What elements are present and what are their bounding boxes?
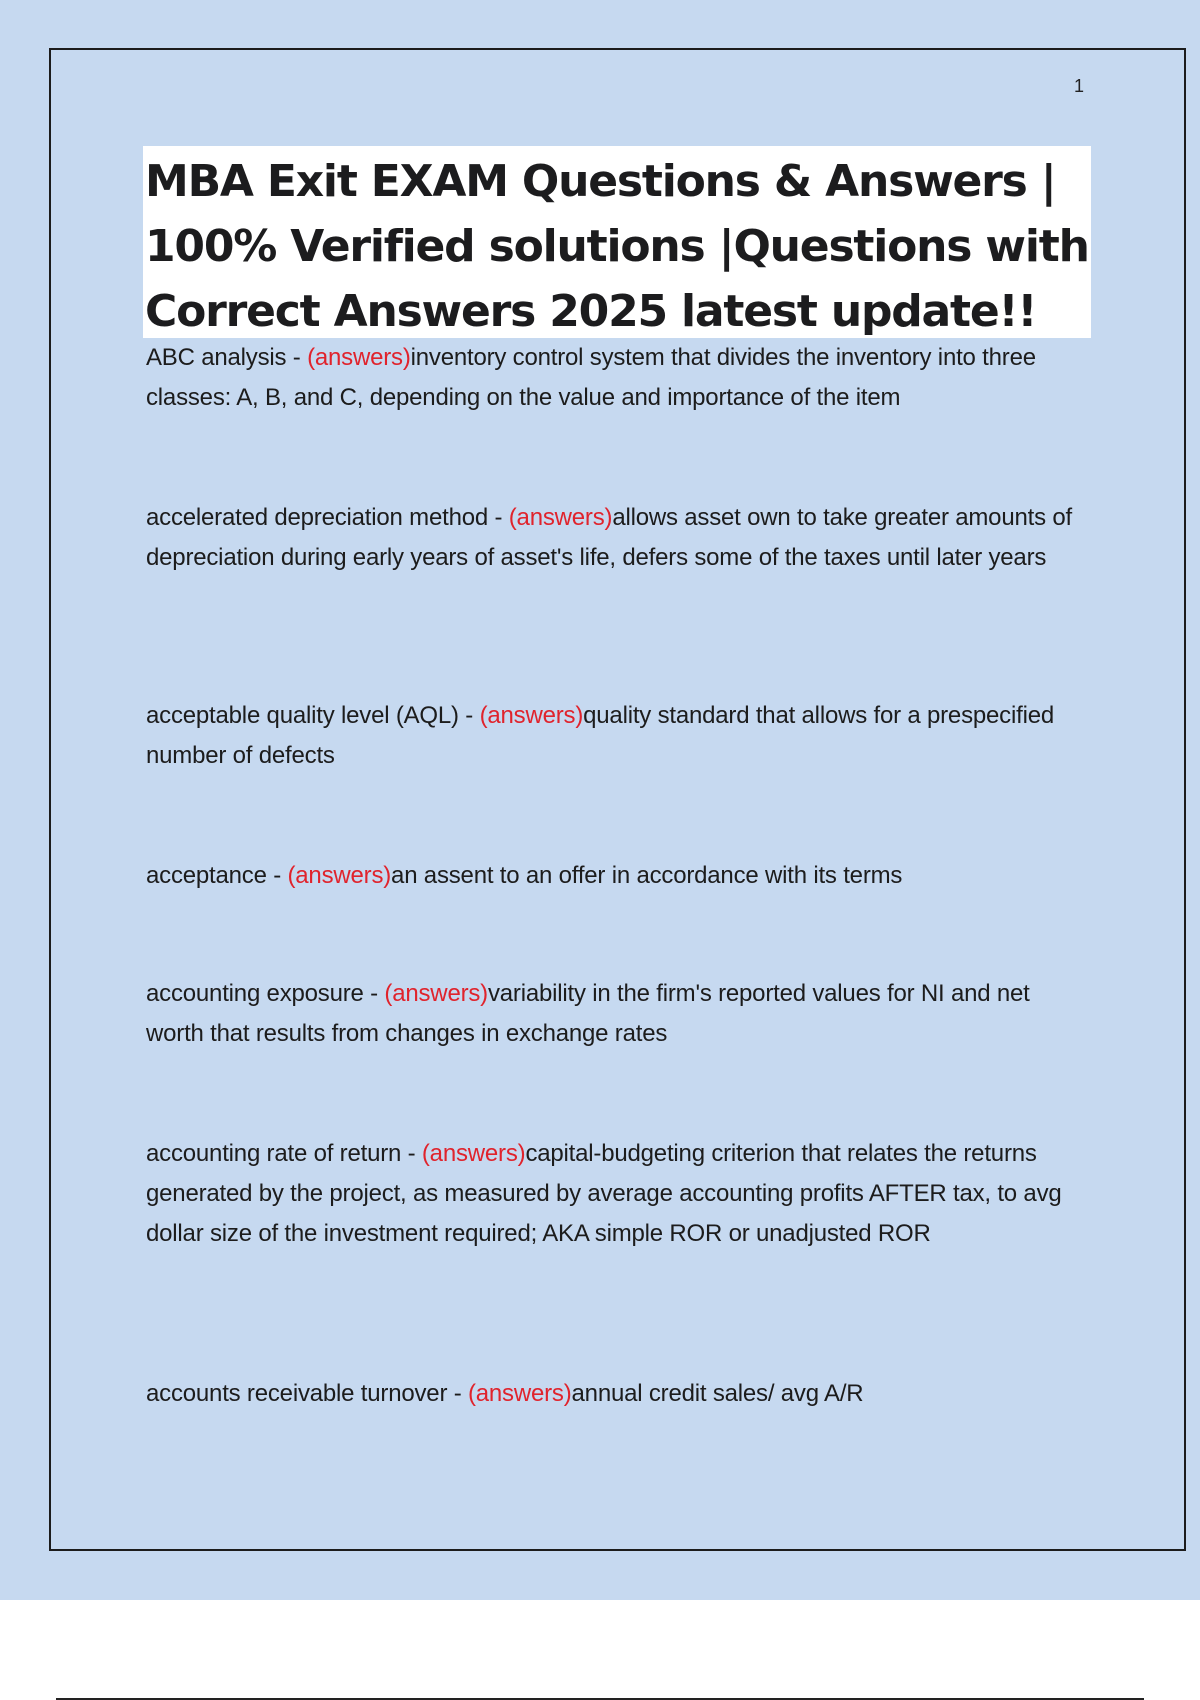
- title-line: Correct Answers 2025 latest update!!: [145, 286, 1037, 337]
- entry-term: acceptance -: [146, 862, 288, 889]
- glossary-entry: [146, 338, 1086, 418]
- document-title: [145, 149, 1089, 344]
- entry-term: accounts receivable turnover -: [146, 1380, 468, 1407]
- entry-term: acceptable quality level (AQL) -: [146, 702, 480, 729]
- entry-definition: annual credit sales/ avg A/R: [571, 1380, 864, 1407]
- entry-term: accelerated depreciation method -: [146, 504, 509, 531]
- glossary-entry: [146, 856, 1086, 896]
- entry-definition: variability in the firm's reported values for NI and net worth that results from changes in exchange rates: [146, 980, 1030, 1047]
- entry-term: accounting rate of return -: [146, 1140, 422, 1167]
- entry-definition: capital-budgeting criterion that relates the returns generated by the project, as measured by average accounting profits AFTER tax, to avg dollar size of the investment required; AKA simple ROR or unadjusted ROR: [146, 1140, 1062, 1247]
- entry-definition: an assent to an offer in accordance with its terms: [391, 862, 903, 889]
- title-line: MBA Exit EXAM Questions & Answers |: [145, 156, 1056, 207]
- entry-definition: quality standard that allows for a prespecified number of defects: [146, 702, 1054, 769]
- answer-marker: (answers): [287, 862, 392, 889]
- title-highlight-box: [143, 146, 1091, 338]
- entry-definition: inventory control system that divides the inventory into three classes: A, B, and C, depending on the value and importance of the item: [146, 344, 1036, 411]
- glossary-entry: [146, 696, 1086, 776]
- glossary-entry: [146, 974, 1086, 1054]
- answer-marker: (answers): [479, 702, 584, 729]
- entry-term: accounting exposure -: [146, 980, 385, 1007]
- answer-marker: (answers): [384, 980, 488, 1007]
- answer-marker: (answers): [421, 1140, 526, 1167]
- page-number: 1: [1074, 76, 1085, 96]
- answer-marker: (answers): [467, 1380, 572, 1407]
- title-line: 100% Verified solutions |Questions with: [145, 221, 1089, 272]
- glossary-entry: [146, 1374, 1086, 1414]
- glossary-entry: [146, 1134, 1086, 1254]
- answer-marker: (answers): [508, 504, 613, 531]
- entry-term: ABC analysis -: [146, 344, 308, 371]
- answer-marker: (answers): [307, 344, 411, 371]
- glossary-entry: [146, 498, 1086, 578]
- entry-definition: allows asset own to take greater amounts of depreciation during early years of asset's life, defers some of the taxes until later years: [146, 504, 1072, 571]
